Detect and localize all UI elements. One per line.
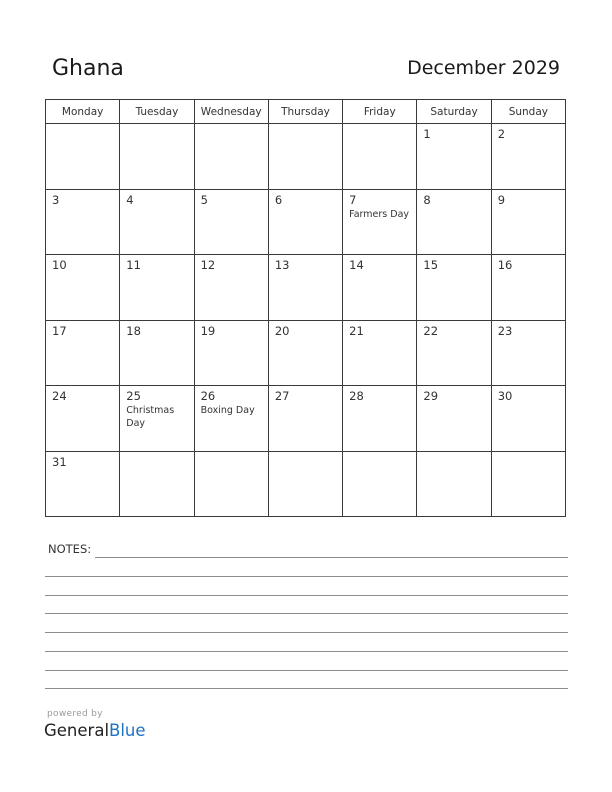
day-number: 9 (497, 192, 506, 207)
day-number: 31 (52, 454, 67, 469)
day-cell (417, 320, 491, 386)
day-number: 20 (274, 323, 290, 338)
country-title: Ghana (52, 56, 124, 81)
weekday-header: Wednesday (194, 100, 268, 124)
day-number: 13 (274, 258, 290, 272)
day-cell (268, 255, 342, 321)
day-cell (120, 386, 194, 452)
day-cell (343, 451, 417, 517)
day-cell (194, 255, 268, 321)
day-number: 16 (497, 258, 513, 272)
day-cell (268, 189, 342, 255)
holiday-label: Boxing Day (200, 405, 255, 416)
week-row (46, 124, 566, 190)
day-cell (46, 255, 120, 321)
brand-name-general: General (44, 721, 110, 740)
day-cell (343, 320, 417, 386)
day-number: 5 (200, 192, 208, 207)
day-number: 11 (126, 258, 141, 272)
day-cell (491, 124, 565, 190)
day-cell (120, 189, 194, 255)
day-number: 1 (423, 127, 431, 141)
day-number: 6 (274, 192, 283, 207)
week-row (46, 451, 566, 517)
day-cell (268, 124, 342, 190)
day-cell (491, 451, 565, 517)
day-cell (268, 386, 342, 452)
day-cell (120, 255, 194, 321)
day-cell (194, 386, 268, 452)
day-number: 21 (349, 323, 364, 338)
day-cell (120, 124, 194, 190)
day-cell (194, 189, 268, 255)
notes-line (45, 632, 568, 633)
day-cell (343, 255, 417, 321)
day-cell (343, 386, 417, 452)
week-row (46, 189, 566, 255)
day-cell (46, 189, 120, 255)
day-number: 3 (52, 192, 60, 207)
day-cell (417, 189, 491, 255)
day-cell (46, 124, 120, 190)
day-number: 17 (52, 323, 67, 338)
day-cell (268, 451, 342, 517)
day-cell (194, 451, 268, 517)
day-cell (120, 451, 194, 517)
day-number: 7 (349, 192, 357, 207)
holiday-label: Christmas Day (126, 405, 175, 429)
day-cell (343, 189, 417, 255)
day-cell (343, 124, 417, 190)
day-number: 22 (423, 323, 439, 338)
day-number: 30 (497, 389, 513, 403)
day-number: 25 (126, 389, 141, 403)
powered-by-text: powered by (47, 709, 103, 719)
day-number: 27 (274, 389, 290, 403)
day-number: 12 (200, 258, 216, 272)
day-cell (46, 386, 120, 452)
day-cell (417, 255, 491, 321)
day-number: 18 (126, 323, 141, 338)
day-number: 19 (200, 323, 216, 338)
notes-line (45, 595, 568, 596)
weekday-header: Tuesday (120, 100, 194, 124)
notes-line (45, 688, 568, 689)
holiday-label: Farmers Day (349, 208, 410, 220)
day-cell (268, 320, 342, 386)
day-number: 4 (126, 192, 134, 207)
day-number: 26 (200, 389, 216, 403)
notes-line (45, 651, 568, 652)
day-cell (491, 189, 565, 255)
brand-name-blue: Blue (109, 721, 146, 740)
calendar-grid (45, 99, 566, 517)
day-number: 23 (497, 323, 513, 338)
day-number: 24 (52, 389, 67, 403)
day-cell (491, 386, 565, 452)
notes-line (45, 576, 568, 577)
day-number: 29 (423, 389, 439, 403)
brand-logo[interactable] (44, 721, 146, 740)
weekday-header: Monday (46, 100, 120, 124)
weekday-header: Thursday (268, 100, 342, 124)
day-cell (194, 320, 268, 386)
day-cell (194, 124, 268, 190)
notes-label: NOTES: (48, 542, 92, 556)
month-year-title: December 2029 (407, 57, 560, 79)
week-row (46, 255, 566, 321)
weekday-header: Friday (343, 100, 417, 124)
day-number: 10 (52, 258, 67, 272)
day-cell (491, 255, 565, 321)
weekday-header: Saturday (417, 100, 491, 124)
weekday-header-row (46, 100, 566, 124)
day-number: 2 (497, 127, 506, 141)
notes-line (45, 670, 568, 671)
day-cell (120, 320, 194, 386)
week-row (46, 320, 566, 386)
day-cell (491, 320, 565, 386)
day-number: 15 (423, 258, 439, 272)
day-cell (417, 124, 491, 190)
weekday-header: Sunday (491, 100, 565, 124)
day-cell (46, 320, 120, 386)
day-cell (417, 386, 491, 452)
week-row (46, 386, 566, 452)
day-number: 28 (349, 389, 364, 403)
day-cell (417, 451, 491, 517)
day-cell (46, 451, 120, 517)
notes-line (95, 557, 568, 558)
notes-line (45, 613, 568, 614)
day-number: 14 (349, 258, 364, 272)
day-number: 8 (423, 192, 431, 207)
